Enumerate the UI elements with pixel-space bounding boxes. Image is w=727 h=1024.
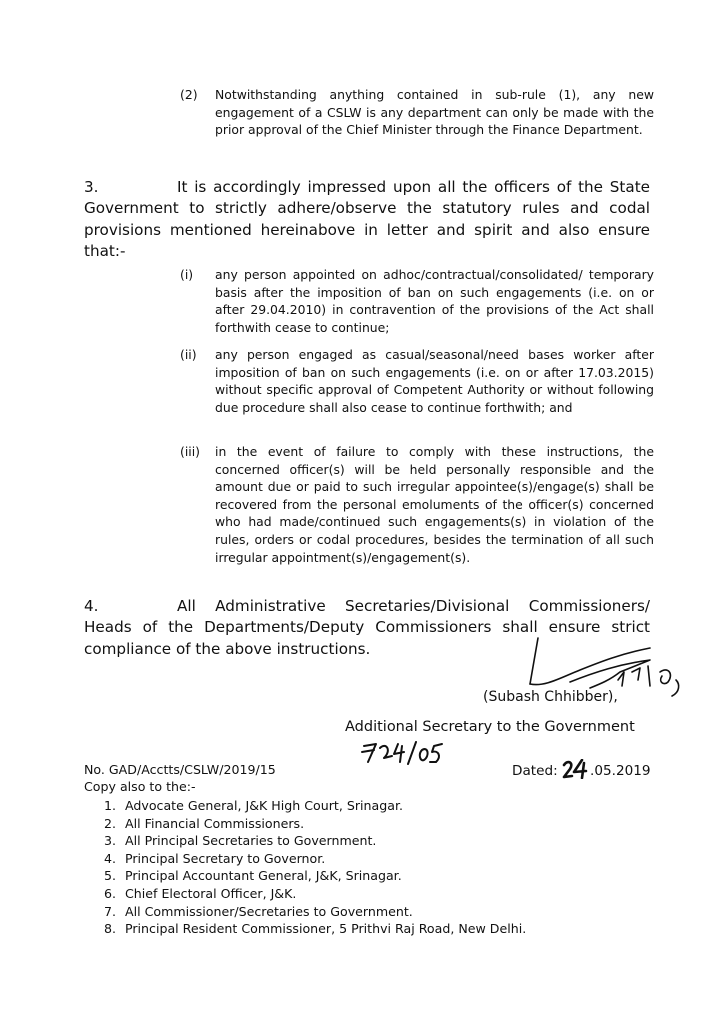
list-item-number: 3. — [104, 833, 117, 849]
list-item-number: 1. — [104, 798, 117, 813]
list-item-text: in the event of failure to comply with these instructions, the concerned officer(s) will be held personally responsible and the amount due or paid to such irregular appointee(s)/engage(s) shall be recovered from the personal emoluments of the officer(s) concerned who had made/continued such engagements(s) in violation of the rules, orders or codal procedures, besides the termination of all such irregular appointment(s)/engagement(s). — [215, 444, 654, 565]
list-item-number: 7. — [104, 903, 117, 919]
handwritten-initials — [360, 738, 450, 768]
list-item-text: All Principal Secretaries to Government. — [125, 833, 377, 849]
paragraph-text: All Administrative Secretaries/Divisional Commissioners/ Heads of the Departments/Deputy Commissioners shall ensure strict compliance of the above instructions. — [84, 597, 650, 658]
paragraph-number: 3. — [84, 178, 99, 196]
list-item-number: 6. — [104, 885, 117, 901]
sub-rule-text: Notwithstanding anything contained in sub-rule (1), any new engagement of a CSLW is any department can only be made with the prior approval of the Chief Minister through the Finance Department. — [215, 87, 654, 138]
list-item-text: Chief Electoral Officer, J&K. — [125, 885, 297, 901]
list-item-number: (i) — [180, 267, 194, 282]
list-item-text: any person appointed on adhoc/contractual/consolidated/ temporary basis after the imposition of ban on such engagements (i.e. on or after 29.04.2010) in contravention of the provisions of the Act shall forthwith cease to continue; — [215, 267, 654, 335]
paragraph-text: It is accordingly impressed upon all the officers of the State Government to strictly adhere/observe the statutory rules and codal provisions mentioned hereinabove in letter and spirit and also ensure that:- — [84, 178, 650, 260]
list-item — [104, 885, 526, 903]
sub-rule-number: (2) — [180, 87, 198, 102]
list-item-ii — [180, 346, 654, 416]
dated-line — [512, 759, 651, 779]
list-item-text: Principal Accountant General, J&K, Srinagar. — [125, 868, 402, 884]
list-item-text: Advocate General, J&K High Court, Srinagar. — [125, 798, 403, 813]
list-item — [104, 832, 526, 850]
list-item-text: Principal Resident Commissioner, 5 Prithvi Raj Road, New Delhi. — [125, 921, 527, 937]
handwritten-day — [562, 759, 590, 779]
list-item-text: All Commissioner/Secretaries to Government. — [125, 903, 413, 919]
paragraph-3 — [84, 177, 650, 262]
signatory-name: (Subash Chhibber), — [483, 689, 618, 705]
list-item-text: Principal Secretary to Governor. — [125, 850, 326, 866]
copy-to-heading: Copy also to the:- — [84, 779, 196, 794]
list-item-text: any person engaged as casual/seasonal/need bases worker after imposition of ban on such engagements (i.e. on or after 17.03.2015) without specific approval of Competent Authority or without following due procedure shall also cease to continue forthwith; and — [215, 347, 654, 415]
copy-to-list — [104, 797, 526, 938]
dated-label: Dated: — [512, 763, 558, 779]
list-item-number: 4. — [104, 850, 117, 866]
list-item-text: All Financial Commissioners. — [125, 815, 305, 831]
dated-rest: .05.2019 — [590, 763, 651, 779]
signatory-designation: Additional Secretary to the Government — [345, 719, 635, 735]
list-item-number: 8. — [104, 921, 117, 937]
sub-rule-2 — [180, 86, 654, 139]
list-item — [104, 797, 526, 815]
list-item-number: 2. — [104, 815, 117, 831]
list-item-i — [180, 266, 654, 336]
list-item-number: (ii) — [180, 347, 197, 362]
reference-number: No. GAD/Acctts/CSLW/2019/15 — [84, 762, 276, 777]
paragraph-number: 4. — [84, 597, 99, 615]
list-item — [104, 920, 526, 938]
list-item — [104, 850, 526, 868]
list-item-number: 5. — [104, 868, 117, 884]
list-item-number: (iii) — [180, 444, 200, 459]
list-item — [104, 903, 526, 921]
list-item — [104, 867, 526, 885]
list-item — [104, 815, 526, 833]
list-item-iii — [180, 443, 654, 566]
